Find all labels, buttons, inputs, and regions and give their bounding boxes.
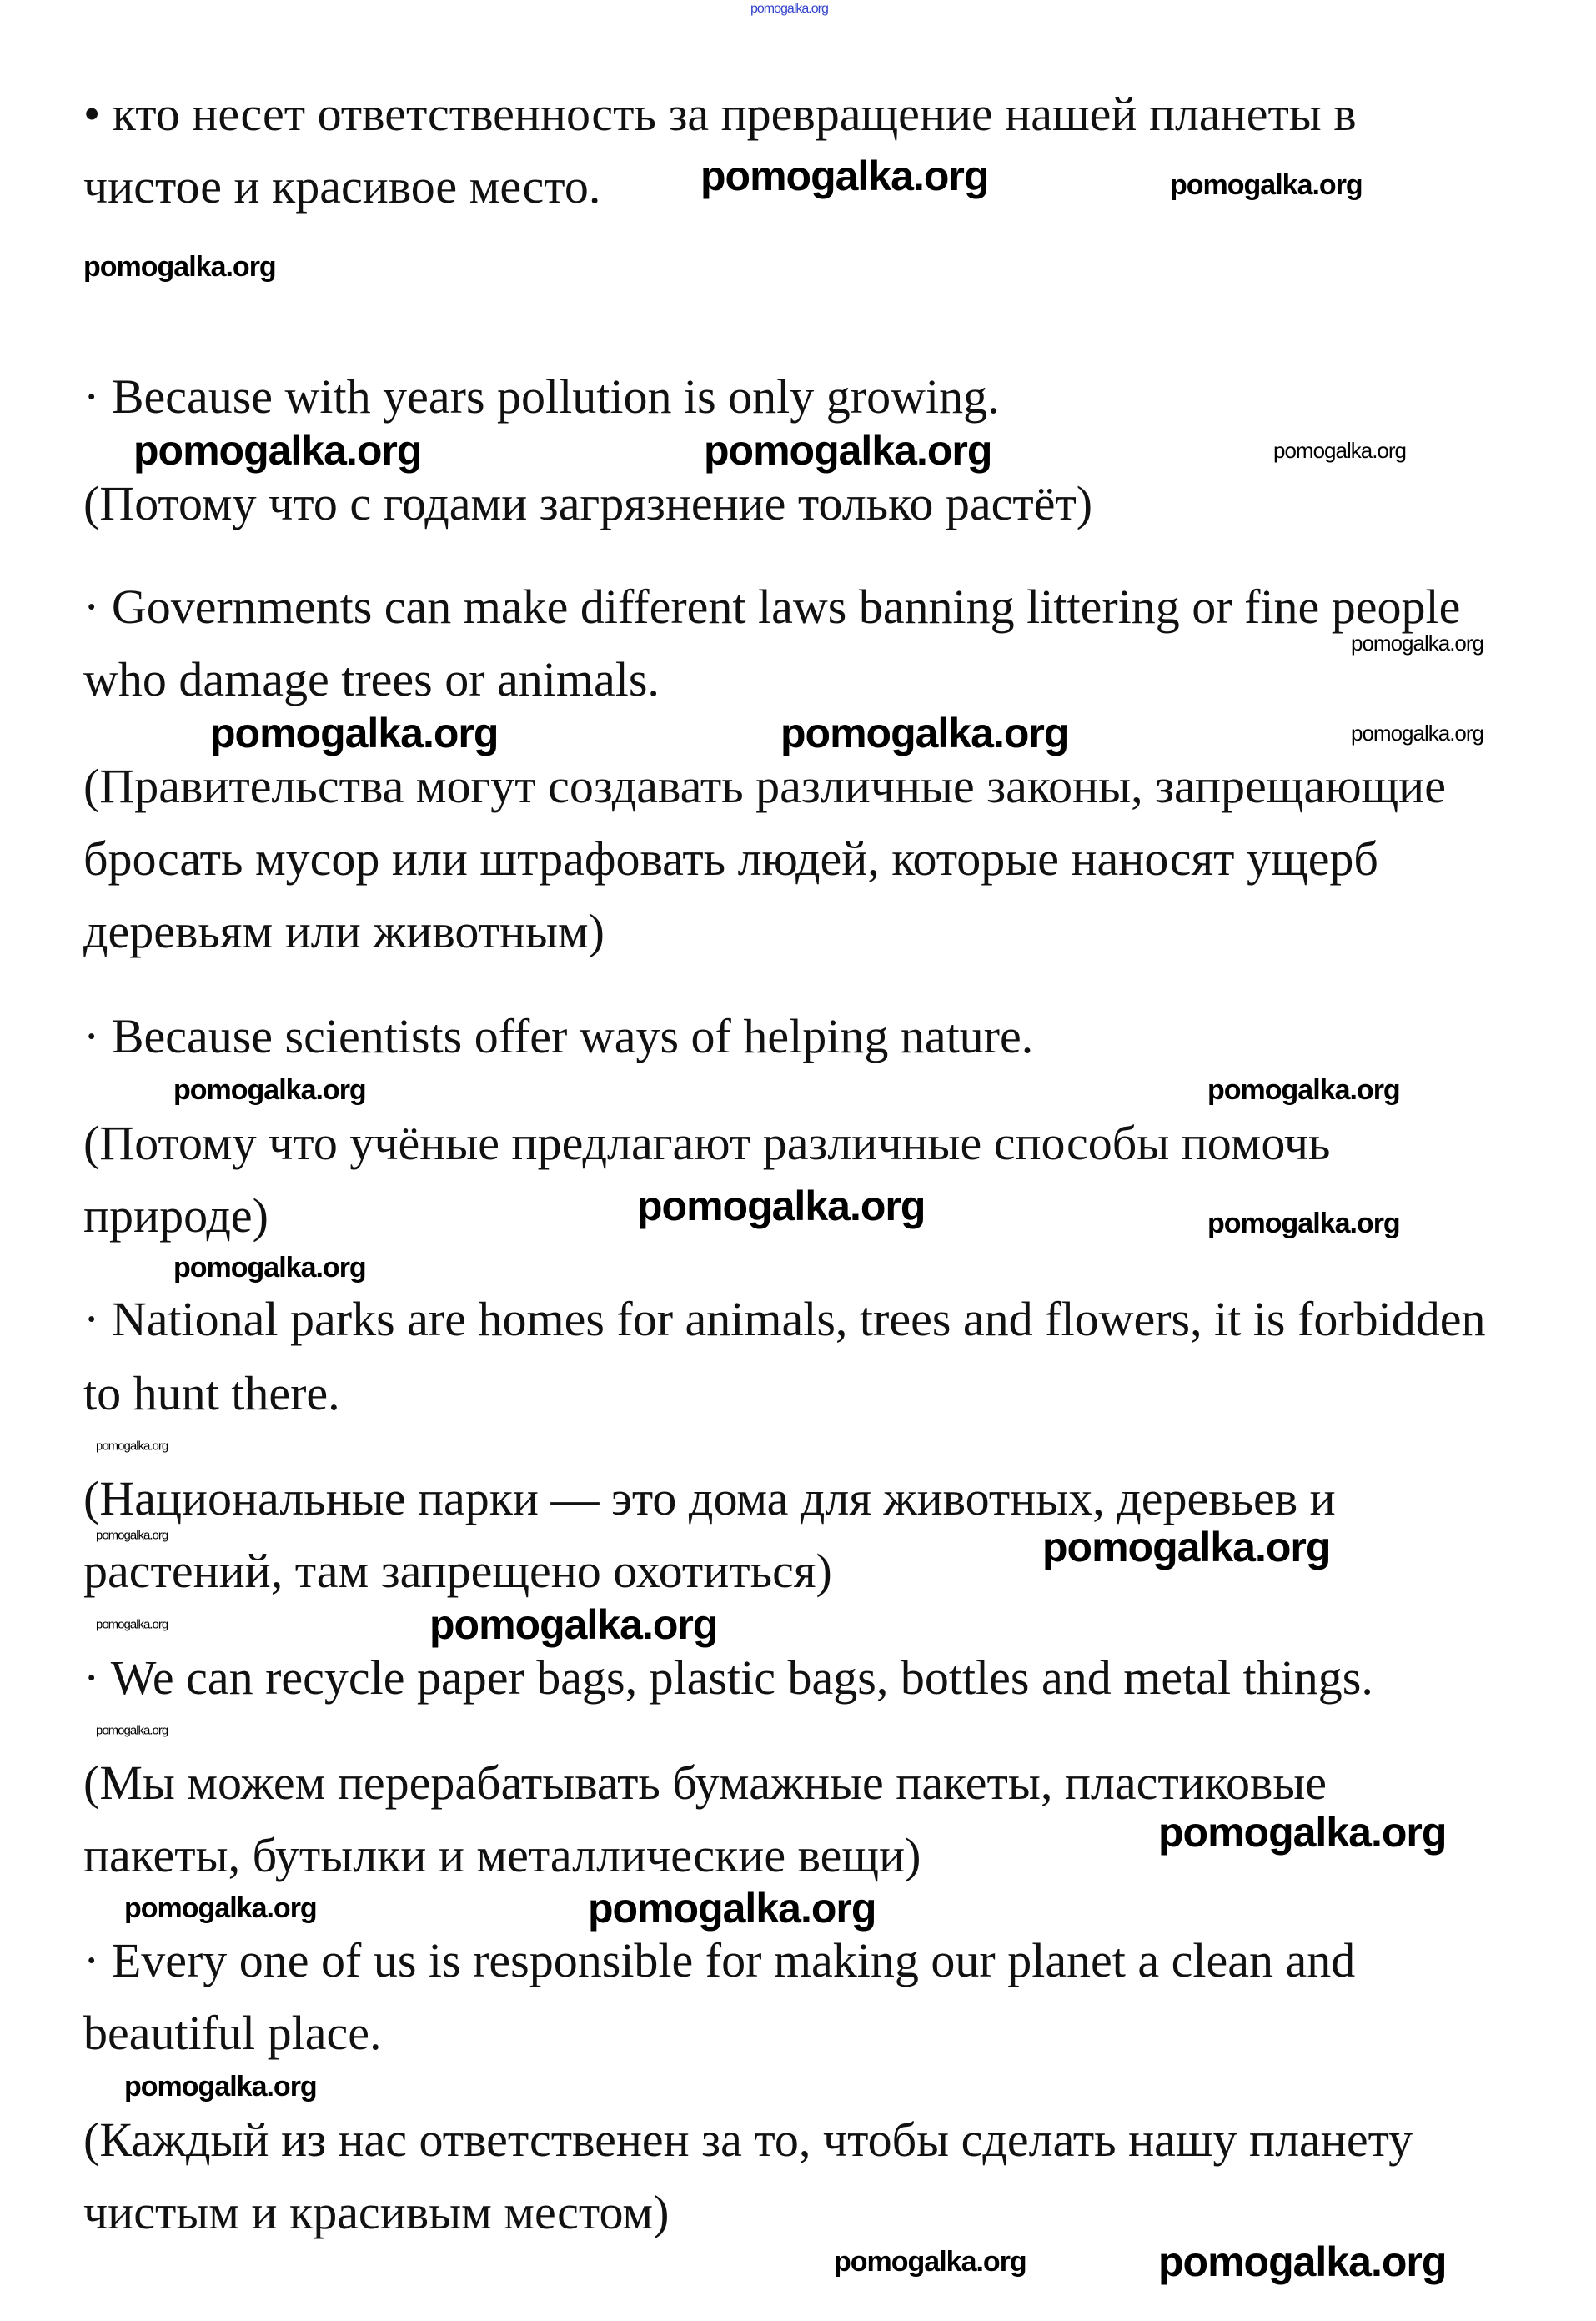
text-line: · Because scientists offer ways of helping nature.	[83, 1009, 1034, 1063]
watermark: pomogalka.org	[700, 153, 989, 199]
watermark: pomogalka.org	[96, 1439, 168, 1454]
watermark: pomogalka.org	[173, 1252, 366, 1284]
watermark: pomogalka.org	[780, 710, 1069, 756]
text-line: · We can recycle paper bags, plastic bags, bottles and metal things.	[83, 1650, 1373, 1705]
watermark: pomogalka.org	[1207, 1208, 1400, 1239]
text-line: пакеты, бутылки и металлические вещи)	[83, 1828, 921, 1882]
watermark: pomogalka.org	[124, 2071, 317, 2102]
text-line: to hunt there.	[83, 1366, 340, 1420]
watermark: pomogalka.org	[96, 1617, 168, 1632]
watermark: pomogalka.org	[133, 427, 422, 474]
watermark: pomogalka.org	[1042, 1524, 1331, 1570]
watermark: pomogalka.org	[173, 1074, 366, 1106]
text-line: · Because with years pollution is only growing.	[83, 369, 1000, 424]
text-line: (Потому что учёные предлагают различные способы помочь	[83, 1116, 1331, 1170]
text-line: (Национальные парки — это дома для животных, деревьев и	[83, 1471, 1336, 1525]
text-line: beautiful place.	[83, 2006, 382, 2060]
watermark: pomogalka.org	[1158, 2238, 1447, 2285]
text-line: · Governments can make different laws banning littering or fine people	[83, 580, 1461, 634]
watermark: pomogalka.org	[1273, 438, 1406, 463]
watermark: pomogalka.org	[1158, 1809, 1447, 1856]
top-watermark: pomogalka.org	[750, 2, 828, 16]
watermark: pomogalka.org	[1351, 630, 1483, 656]
text-line: · Every one of us is responsible for making our planet a clean and	[83, 1933, 1356, 1987]
watermark: pomogalka.org	[1170, 169, 1363, 201]
text-line: (Правительства могут создавать различные законы, запрещающие	[83, 759, 1446, 813]
text-line: (Мы можем перерабатывать бумажные пакеты, пластиковые	[83, 1756, 1327, 1810]
watermark: pomogalka.org	[124, 1892, 317, 1924]
text-line: деревьям или животным)	[83, 904, 605, 958]
text-line: who damage trees or animals.	[83, 652, 660, 706]
text-line: чистое и красивое место.	[83, 159, 601, 214]
watermark: pomogalka.org	[429, 1601, 718, 1648]
watermark: pomogalka.org	[637, 1183, 926, 1229]
text-line: (Потому что с годами загрязнение только растёт)	[83, 476, 1093, 530]
text-line: · National parks are homes for animals, trees and flowers, it is forbidden	[83, 1292, 1486, 1346]
watermark: pomogalka.org	[96, 1528, 168, 1543]
text-line: чистым и красивым местом)	[83, 2185, 670, 2239]
watermark: pomogalka.org	[704, 427, 992, 474]
watermark: pomogalka.org	[1351, 721, 1483, 746]
watermark: pomogalka.org	[834, 2246, 1026, 2278]
watermark: pomogalka.org	[1207, 1074, 1400, 1106]
watermark: pomogalka.org	[96, 1723, 168, 1738]
text-line: (Каждый из нас ответственен за то, чтобы сделать нашу планету	[83, 2113, 1413, 2167]
watermark: pomogalka.org	[83, 251, 276, 283]
text-line: • кто несет ответственность за превращение нашей планеты в	[83, 87, 1357, 141]
text-line: растений, там запрещено охотиться)	[83, 1544, 832, 1598]
text-line: бросать мусор или штрафовать людей, которые наносят ущерб	[83, 831, 1378, 886]
watermark: pomogalka.org	[210, 710, 499, 756]
text-line: природе)	[83, 1188, 269, 1243]
watermark: pomogalka.org	[588, 1885, 876, 1932]
